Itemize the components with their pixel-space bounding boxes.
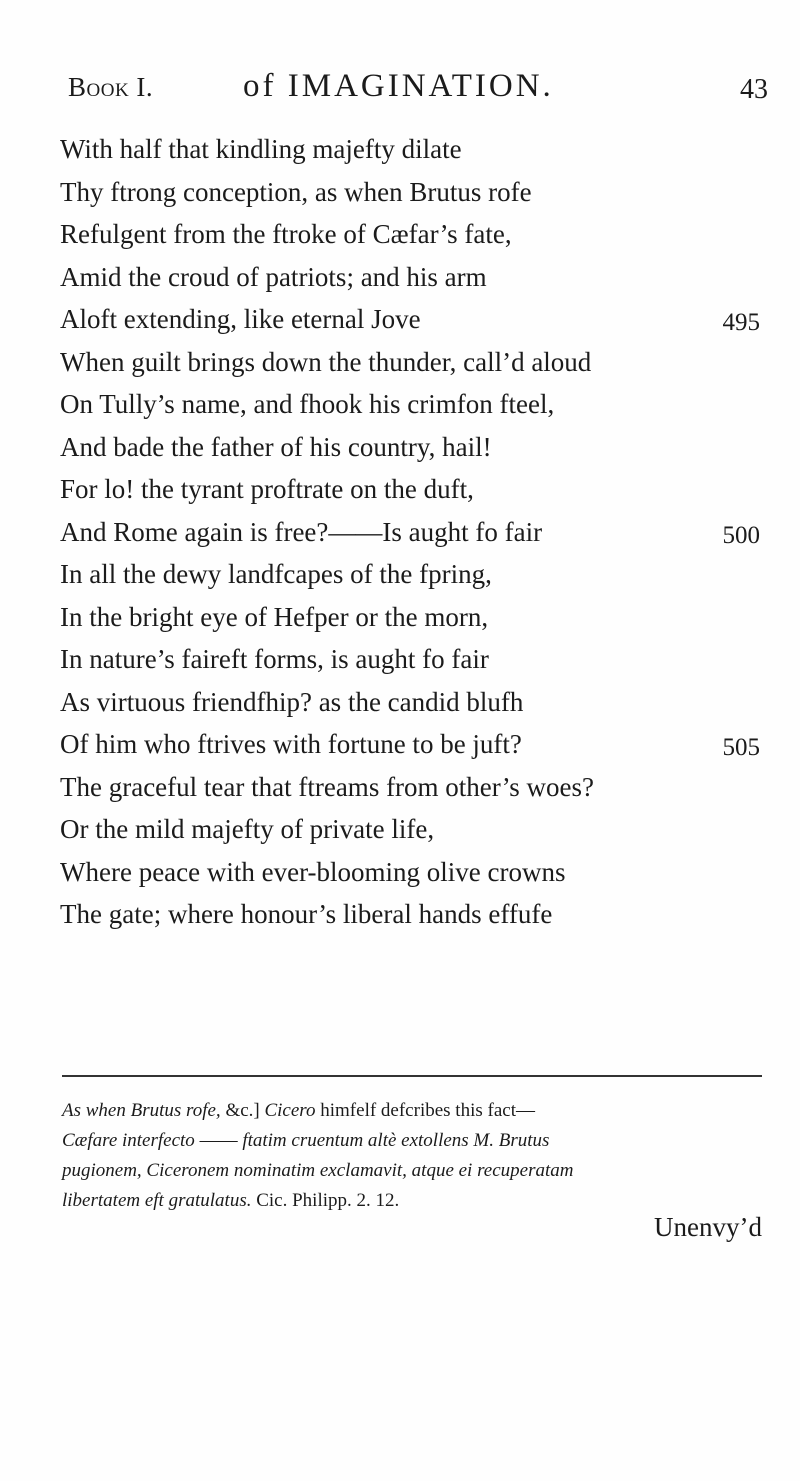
footnote-line xyxy=(62,1096,762,1126)
line-number: 500 xyxy=(722,521,760,549)
verse-text: Refulgent from the ftroke of Cæfar’s fate, xyxy=(60,219,512,249)
verse-text: In the bright eye of Hefper or the morn, xyxy=(60,601,489,632)
book-label: Book I. xyxy=(68,72,154,102)
verse-text: The graceful tear that ftreams from other’s woes? xyxy=(60,771,595,802)
page-number: 43 xyxy=(740,74,768,105)
verse-text: And bade the father of his country, hail! xyxy=(60,431,492,462)
footnote-divider xyxy=(62,1075,762,1077)
footnote-text: himfelf defcribes this fact— xyxy=(315,1100,535,1121)
catchword: Unenvy’d xyxy=(654,1212,762,1242)
running-title: of IMAGINATION. xyxy=(243,68,554,104)
verse-text: And Rome again is free?——Is aught fo fair xyxy=(60,516,543,547)
footnote-quote: Cæfare interfecto xyxy=(62,1130,195,1151)
verse-line xyxy=(60,171,760,214)
verse-line xyxy=(60,723,760,766)
footnote-quote: libertatem eft gratulatus. xyxy=(62,1190,252,1211)
verse-text: Amid the croud of patriots; and his arm xyxy=(60,261,487,292)
verse-text: Where peace with ever-blooming olive crowns xyxy=(60,856,566,887)
verse-text: In all the dewy landfcapes of the fpring, xyxy=(60,559,492,589)
verse-text: Of him who ftrives with fortune to be juft? xyxy=(60,729,522,759)
verse-line xyxy=(60,298,760,341)
footnote-citation: Cic. Philipp. 2. 12. xyxy=(251,1190,400,1211)
verse-text: With half that kindling majefty dilate xyxy=(60,134,462,164)
verse-line xyxy=(60,596,760,639)
verse-line xyxy=(60,808,760,851)
verse-text: On Tully’s name, and fhook his crimfon fteel, xyxy=(60,389,555,419)
verse-text: Aloft extending, like eternal Jove xyxy=(60,304,421,334)
verse-line xyxy=(60,341,760,384)
footnote-line xyxy=(62,1156,762,1186)
verse-line xyxy=(60,851,760,894)
line-number: 505 xyxy=(722,734,760,761)
running-head xyxy=(68,62,768,112)
poem-body xyxy=(60,128,760,936)
verse-line xyxy=(60,468,760,511)
footnote-quote: ftatim cruentum altè extollens M. Brutus xyxy=(242,1130,550,1151)
verse-text: Thy ftrong conception, as when Brutus rofe xyxy=(60,176,532,207)
verse-text: When guilt brings down the thunder, call’d aloud xyxy=(60,346,592,377)
verse-line xyxy=(60,638,760,681)
verse-line xyxy=(60,256,760,299)
line-number: 495 xyxy=(722,309,760,336)
verse-line xyxy=(60,213,760,256)
footnote-text: &c.] xyxy=(220,1100,265,1121)
footnote xyxy=(62,1096,762,1216)
verse-line xyxy=(60,511,760,554)
verse-line xyxy=(60,553,760,596)
verse-text: As virtuous friendfhip? as the candid blufh xyxy=(60,686,524,717)
verse-line xyxy=(60,426,760,469)
verse-line xyxy=(60,128,760,171)
verse-line xyxy=(60,383,760,426)
verse-line xyxy=(60,681,760,724)
footnote-quote: pugionem, Ciceronem nominatim exclamavit, atque ei recuperatam xyxy=(62,1160,574,1181)
verse-text: For lo! the tyrant proftrate on the duft, xyxy=(60,474,474,504)
footnote-dash: —— xyxy=(194,1130,243,1151)
verse-text: Or the mild majefty of private life, xyxy=(60,814,435,844)
footnote-lemma: As when Brutus rofe, xyxy=(62,1100,221,1121)
verse-text: The gate; where honour’s liberal hands effufe xyxy=(60,899,553,929)
verse-line xyxy=(60,893,760,936)
verse-line xyxy=(60,766,760,809)
footnote-line xyxy=(62,1126,762,1156)
footnote-text: Cicero xyxy=(264,1100,316,1121)
verse-text: In nature’s faireft forms, is aught fo fair xyxy=(60,644,489,674)
